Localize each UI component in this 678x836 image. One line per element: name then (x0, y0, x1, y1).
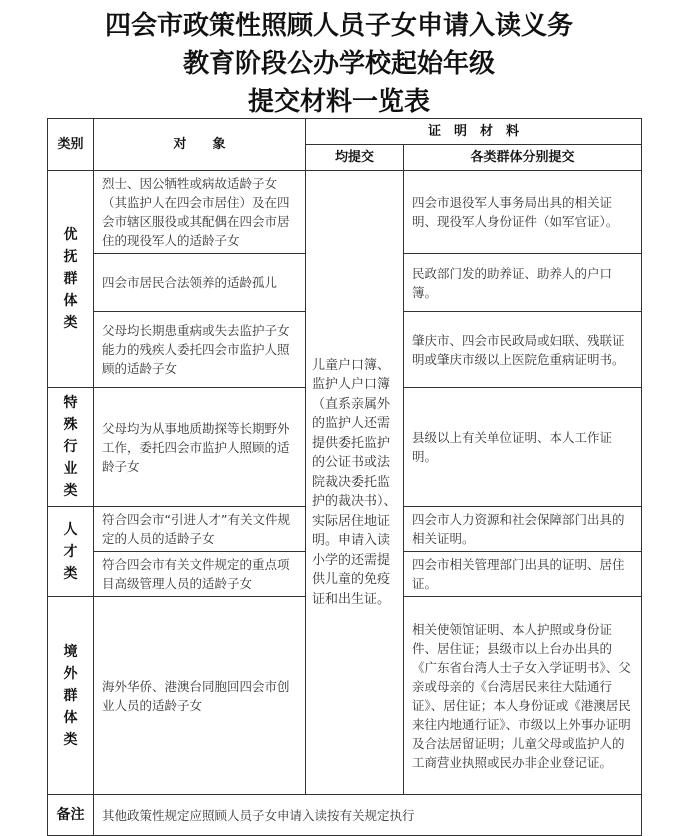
row-target: 父母均为从事地质勘探等长期野外工作，委托四会市监护人照顾的适龄子女 (94, 388, 306, 507)
category-talent: 人才类 (48, 507, 94, 597)
category-preferential: 优抚群体类 (48, 171, 94, 388)
materials-table (47, 118, 642, 836)
note-text: 其他政策性规定应照顾人员子女申请入读按有关规定执行 (94, 795, 642, 836)
header-category: 类别 (48, 119, 94, 171)
row-material: 四会市相关管理部门出具的证明、居住证。 (404, 552, 642, 597)
row-target: 符合四会市“引进人才”有关文件规定的人员的适龄子女 (94, 507, 306, 552)
header-by-group: 各类群体分别提交 (404, 145, 642, 171)
row-material: 肇庆市、四会市民政局或妇联、残联证明或肇庆市级以上医院危重病证明书。 (404, 312, 642, 388)
row-target: 海外华侨、港澳台同胞回四会市创业人员的适龄子女 (94, 597, 306, 795)
header-common: 均提交 (306, 145, 404, 171)
row-target: 符合四会市有关文件规定的重点项目高级管理人员的适龄子女 (94, 552, 306, 597)
common-materials: 儿童户口簿、监护人户口簿（直系亲属外的监护人还需提供委托监护的公证书或法院裁决委托监护的裁决书）、实际居住地证明。申请入读小学的还需提供儿童的免疫证和出生证。 (306, 171, 404, 795)
row-material: 民政部门发的助养证、助养人的户口簿。 (404, 254, 642, 312)
table-row (48, 171, 642, 254)
category-special: 特殊行业类 (48, 388, 94, 507)
row-material: 县级以上有关单位证明、本人工作证明。 (404, 388, 642, 507)
row-material: 四会市人力资源和社会保障部门出具的相关证明。 (404, 507, 642, 552)
page-title-line-3: 提交材料一览表 (247, 87, 430, 117)
row-material: 四会市退役军人事务局出具的相关证明、现役军人身份证件（如军官证）。 (404, 171, 642, 254)
row-material: 相关使领馆证明、本人护照或身份证件、居住证；县级市以上台办出具的《广东省台湾人士子女入学证明书》、父亲或母亲的《台湾居民来往大陆通行证》、居住证；本人身份证或《港澳居民来往内地通行证》、市级以上外事办证明及合法居留证明；儿童父母或监护人的工商营业执照或民办非企业登记证。 (404, 597, 642, 795)
page-title-line-1: 四会市政策性照顾人员子女申请入读义务 (104, 11, 573, 41)
row-target: 烈士、因公牺牲或病故适龄子女（其监护人在四会市居住）及在四会市辖区服役或其配偶在四会市居住的现役军人的适龄子女 (94, 171, 306, 254)
row-target: 父母均长期患重病或失去监护子女能力的残疾人委托四会市监护人照顾的适龄子女 (94, 312, 306, 388)
header-target: 对 象 (94, 119, 306, 171)
header-row (48, 119, 642, 145)
row-target: 四会市居民合法领养的适龄孤儿 (94, 254, 306, 312)
page-title-line-2: 教育阶段公办学校起始年级 (182, 49, 495, 79)
note-label: 备注 (48, 795, 94, 836)
note-row (48, 795, 642, 836)
header-materials: 证 明 材 料 (306, 119, 642, 145)
category-overseas: 境外群体类 (48, 597, 94, 795)
